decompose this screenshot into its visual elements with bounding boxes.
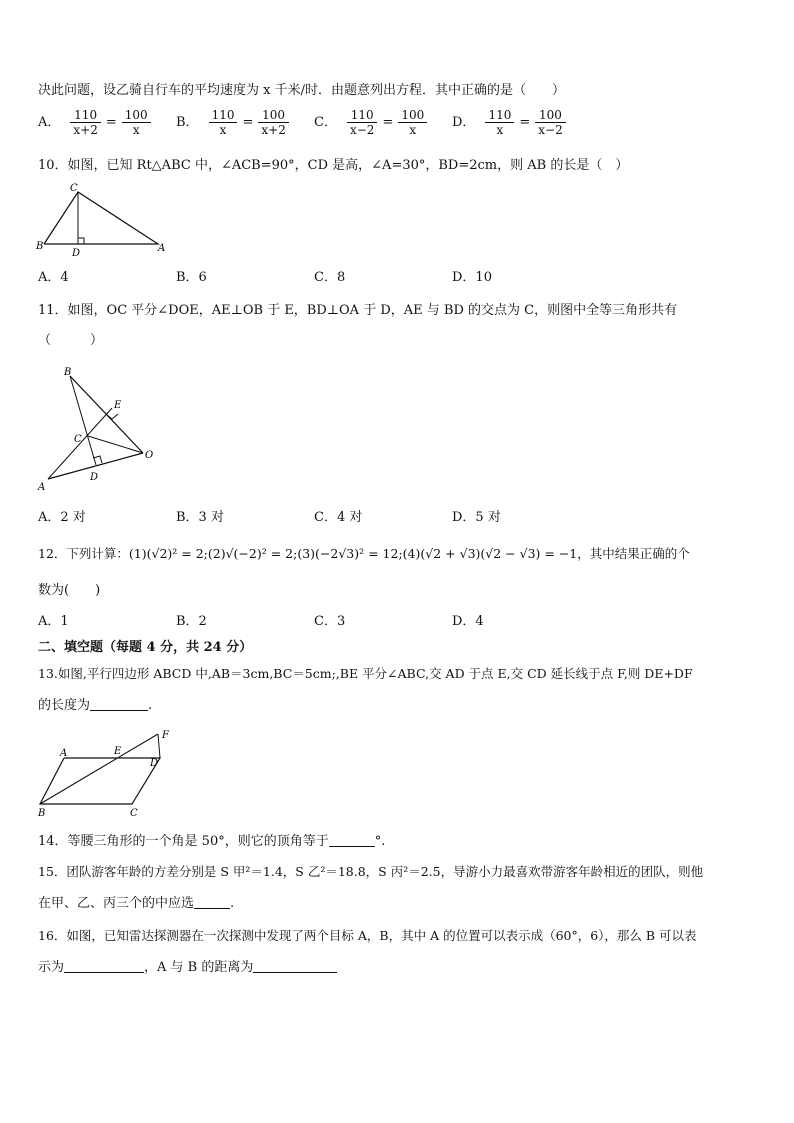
q9-right-fraction bbox=[122, 108, 151, 137]
q13-answer-blank[interactable] bbox=[90, 696, 148, 711]
q16-stem-2b: ，A 与 B 的距离为 bbox=[144, 960, 254, 975]
q9-left-fraction-numerator: 110 bbox=[74, 108, 98, 122]
q15-end: . bbox=[230, 896, 235, 911]
q9-option-letter: A． bbox=[38, 114, 61, 130]
q15-stem-2: 在甲、乙、丙三个的中应选 bbox=[38, 896, 195, 911]
q9-left-fraction-denominator: x bbox=[209, 122, 238, 137]
q9-option-letter: B． bbox=[176, 114, 199, 130]
q9-option-letter: D． bbox=[452, 114, 476, 130]
q13-stem-2-end: . bbox=[148, 698, 153, 713]
q9-option-c bbox=[314, 108, 429, 137]
q9-left-fraction bbox=[70, 108, 100, 137]
q13-figure bbox=[30, 726, 180, 821]
q13-label-b: B bbox=[38, 808, 46, 819]
q11-label-e: E bbox=[114, 400, 122, 411]
q10-label-d: D bbox=[72, 248, 81, 259]
q9-right-fraction bbox=[398, 108, 427, 137]
q16-stem: 16．如图，已知雷达探测器在一次探测中发现了两个目标 A，B，其中 A 的位置可以表示成（60°，6），那么 B 可以表 bbox=[38, 928, 697, 943]
q15-stem: 15．团队游客年龄的方差分别是 S 甲²＝1.4，S 乙²＝18.8，S 丙²＝2.5，导游小力最喜欢带游客年龄相近的团队，则他 bbox=[38, 864, 704, 879]
q9-right-fraction-numerator: 100 bbox=[262, 108, 286, 122]
q10-option-d: D．10 bbox=[452, 270, 492, 285]
q9-left-fraction bbox=[347, 108, 377, 137]
q16-stem-2a: 示为 bbox=[38, 960, 65, 975]
q13-label-e: E bbox=[114, 746, 122, 757]
q9-left-fraction bbox=[485, 108, 514, 137]
q11-option-d: D．5 对 bbox=[452, 510, 501, 525]
q11-label-a: A bbox=[38, 482, 46, 493]
q9-equals-sign: = bbox=[382, 114, 394, 130]
q9-option-d bbox=[452, 108, 568, 137]
q10-option-a: A．4 bbox=[38, 270, 69, 285]
q10-option-c: C．8 bbox=[314, 270, 346, 285]
q9-right-fraction-denominator: x−2 bbox=[535, 122, 565, 137]
q13-stem-2: 的长度为 bbox=[38, 698, 91, 713]
q16-answer-blank-2[interactable] bbox=[253, 958, 337, 973]
q11-label-c: C bbox=[74, 434, 82, 445]
q12-option-d: D．4 bbox=[452, 614, 484, 629]
q14-stem: 14．等腰三角形的一个角是 50°，则它的顶角等于 bbox=[38, 834, 329, 849]
q9-right-fraction-numerator: 100 bbox=[124, 108, 148, 122]
q11-paren: （ ） bbox=[38, 333, 104, 348]
q9-left-fraction-denominator: x bbox=[485, 122, 514, 137]
q11-option-b: B．3 对 bbox=[176, 510, 224, 525]
q9-stem: 决此问题，设乙骑自行车的平均速度为 x 千米/时．由题意列出方程．其中正确的是（ ） bbox=[38, 83, 565, 98]
q10-stem: 10．如图，已知 Rt△ABC 中，∠ACB=90°，CD 是高，∠A=30°，BD=2cm，则 AB 的长是（ ） bbox=[38, 158, 629, 173]
q9-left-fraction-numerator: 110 bbox=[350, 108, 374, 122]
q10-label-c: C bbox=[70, 183, 78, 194]
q13-label-d: D bbox=[150, 758, 159, 769]
q9-right-fraction-numerator: 100 bbox=[539, 108, 562, 122]
q9-equals-sign: = bbox=[105, 114, 117, 130]
q11-option-c: C．4 对 bbox=[314, 510, 363, 525]
q9-left-fraction-numerator: 110 bbox=[488, 108, 512, 122]
q12-option-c: C．3 bbox=[314, 614, 346, 629]
q11-option-a: A．2 对 bbox=[38, 510, 86, 525]
q9-right-fraction-denominator: x bbox=[398, 122, 427, 137]
q12-option-a: A．1 bbox=[38, 614, 69, 629]
q10-option-b: B．6 bbox=[176, 270, 207, 285]
q11-label-d: D bbox=[90, 472, 99, 483]
q12-stem: 12．下列计算：(1)(√2)² = 2;(2)√(−2)² = 2;(3)(−2√3)² = 12;(4)(√2 + √3)(√2 − √3) = −1，其中结果正确的个 bbox=[38, 546, 690, 561]
q14-end: °. bbox=[374, 834, 386, 849]
q16-row-2 bbox=[38, 958, 337, 977]
q9-option-b bbox=[176, 108, 291, 137]
q12-option-b: B．2 bbox=[176, 614, 207, 629]
q13-label-a: A bbox=[60, 748, 68, 759]
q15-answer-blank[interactable] bbox=[194, 894, 230, 909]
q14-answer-blank[interactable] bbox=[329, 832, 375, 847]
q10-label-b: B bbox=[36, 241, 44, 252]
q13-label-c: C bbox=[130, 808, 138, 819]
q13-stem: 13.如图,平行四边形 ABCD 中,AB＝3cm,BC＝5cm;,BE 平分∠ABC,交 AD 于点 E,交 CD 延长线于点 F,则 DE+DF bbox=[38, 666, 693, 681]
q11-label-b: B bbox=[64, 367, 72, 378]
q9-right-fraction bbox=[535, 108, 565, 137]
q9-left-fraction bbox=[209, 108, 238, 137]
q9-left-fraction-denominator: x+2 bbox=[70, 122, 100, 137]
q9-right-fraction bbox=[258, 108, 288, 137]
q12-stem-2: 数为( ) bbox=[38, 583, 101, 598]
q11-stem: 11．如图，OC 平分∠DOE，AE⊥OB 于 E，BD⊥OA 于 D，AE 与 BD 的交点为 C，则图中全等三角形共有 bbox=[38, 303, 678, 318]
q9-equals-sign: = bbox=[519, 114, 531, 130]
q10-label-a: A bbox=[158, 243, 166, 254]
q11-label-o: O bbox=[145, 450, 154, 461]
q9-left-fraction-denominator: x−2 bbox=[347, 122, 377, 137]
q13-stem-2-row bbox=[38, 696, 152, 715]
q14-row bbox=[38, 832, 385, 851]
q9-right-fraction-denominator: x+2 bbox=[258, 122, 288, 137]
q9-option-letter: C． bbox=[314, 114, 337, 130]
q9-option-a bbox=[38, 108, 153, 137]
q13-label-f: F bbox=[162, 730, 169, 741]
q9-left-fraction-numerator: 110 bbox=[211, 108, 235, 122]
q9-right-fraction-denominator: x bbox=[122, 122, 151, 137]
q15-row-2 bbox=[38, 894, 234, 913]
q10-figure bbox=[30, 180, 170, 260]
q11-figure bbox=[30, 362, 170, 497]
q9-equals-sign: = bbox=[242, 114, 254, 130]
q9-right-fraction-numerator: 100 bbox=[401, 108, 425, 122]
section-heading: 二、填空题（每题 4 分，共 24 分） bbox=[38, 640, 253, 655]
q16-answer-blank-1[interactable] bbox=[64, 958, 144, 973]
